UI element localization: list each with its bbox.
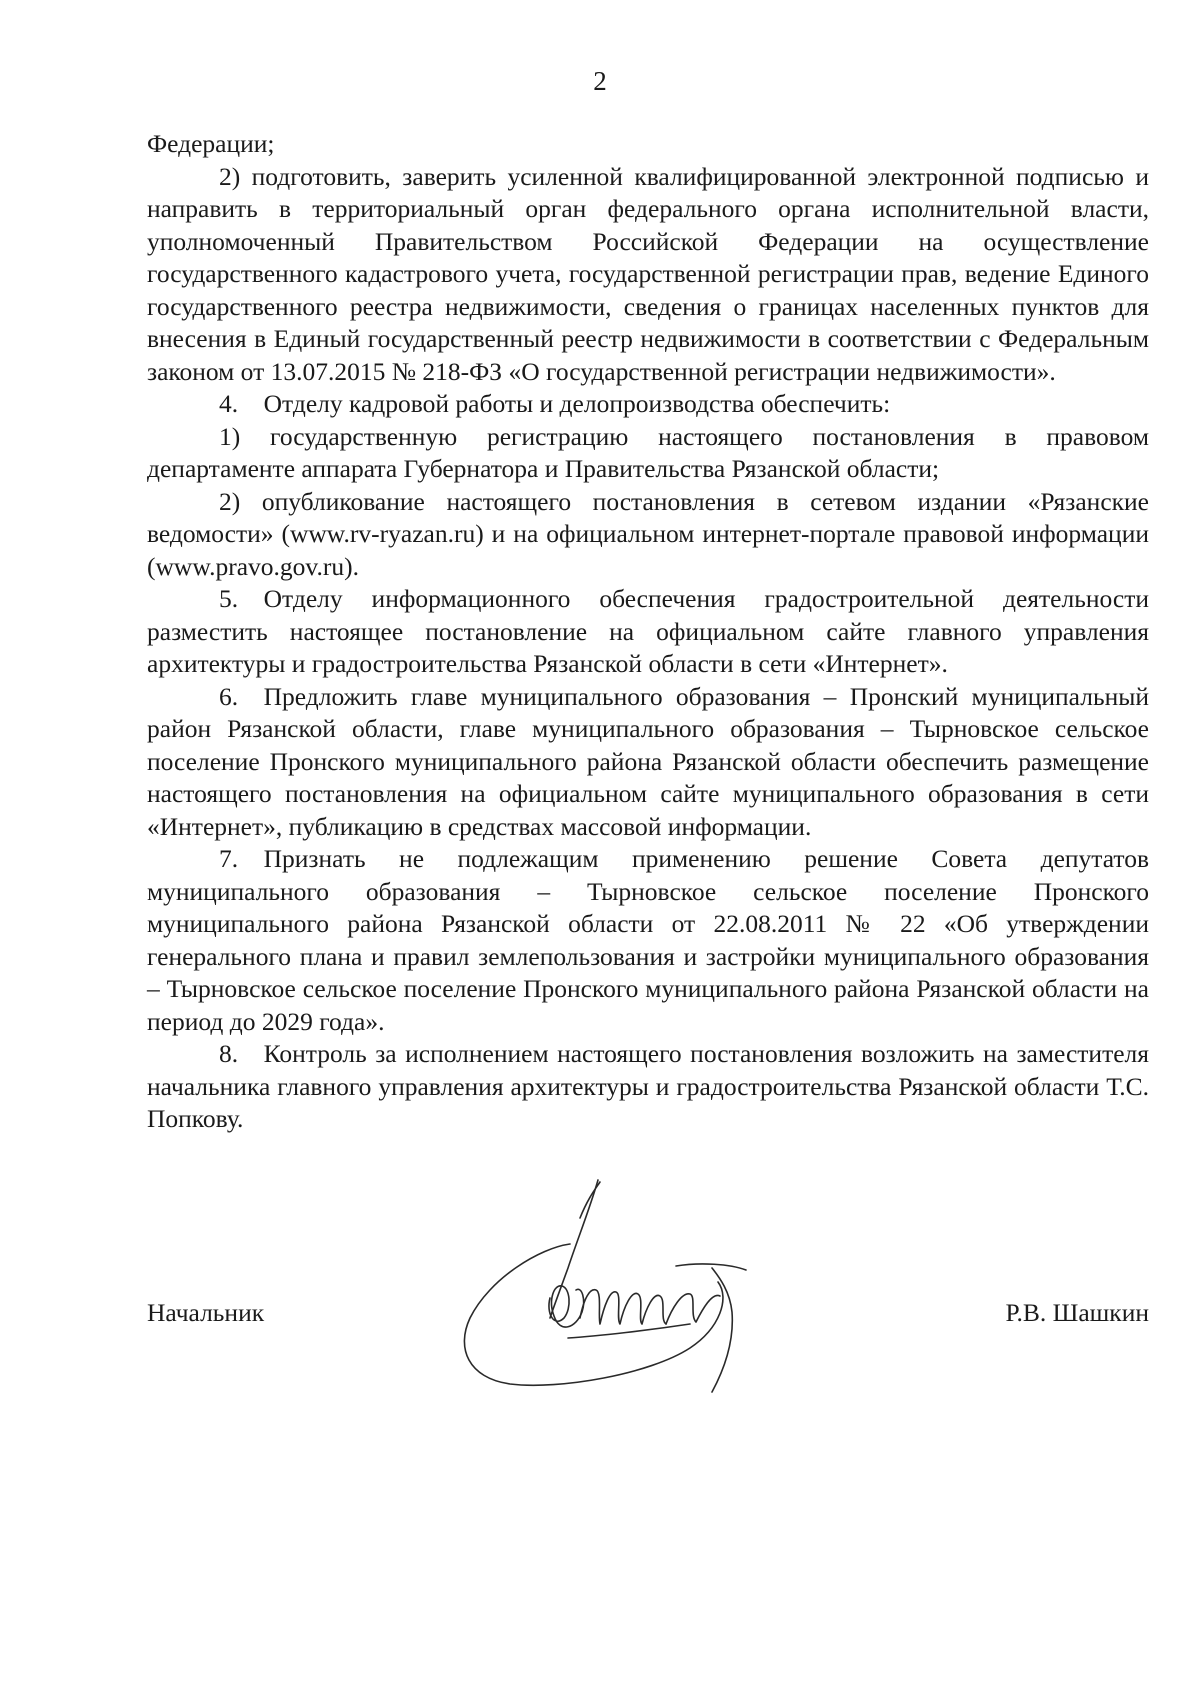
paragraph-1: 2) подготовить, заверить усиленной квалифицированной электронной подписью и направить в территориальный орган федерального органа исполнительной власти, уполномоченный Правительством Российской Федерации на осуществление государственного кадастрового учета, государственной регистрации прав, ведение Единого государственного реестра недвижимости, сведения о границах населенных пунктов для внесения в Единый государственный реестр недвижимости в соответствии с Федеральным законом от 13.07.2015 № 218-ФЗ «О государственной регистрации недвижимости». (147, 161, 1149, 386)
paragraph-3: 1) государственную регистрацию настоящего постановления в правовом департаменте аппарата Губернатора и Правительства Рязанской области; (147, 421, 1149, 483)
paragraph-4: 2) опубликование настоящего постановления в сетевом издании «Рязанские ведомости» (www.rv-ryazan.ru) и на официальном интернет-портале правовой информации (www.pravo.gov.ru). (147, 486, 1149, 581)
paragraph-6: 6. Предложить главе муниципального образования – Пронский муниципальный район Рязанской области, главе муниципального образования – Тырновское сельское поселение Пронского муниципального района Рязанской области обеспечить размещение настоящего постановления на официальном сайте муниципального образования в сети «Интернет», публикацию в средствах массовой информации. (147, 681, 1149, 841)
paragraph-8: 8. Контроль за исполнением настоящего постановления возложить на заместителя начальника главного управления архитектуры и градостроительства Рязанской области Т.С. Попкову. (147, 1039, 1149, 1133)
paragraph-0: Федерации; (147, 129, 275, 158)
signatory-name: Р.В. Шашкин (1005, 1298, 1149, 1327)
paragraph-7: 7. Признать не подлежащим применению решение Совета депутатов муниципального образования – Тырновское сельское поселение Пронского муниципального района Рязанской области от 22.08.2011 № 22 «Об утверждении генерального плана и правил землепользования и застройки муниципального образования – Тырновское сельское поселение Пронского муниципального района Рязанской области на период до 2029 года». (147, 844, 1149, 1036)
document-body (147, 128, 1149, 1136)
signatory-title: Начальник (147, 1298, 265, 1327)
handwritten-signature (450, 1178, 790, 1408)
page-number: 2 (593, 66, 607, 96)
paragraph-2: 4. Отделу кадровой работы и делопроизводства обеспечить: (219, 389, 891, 418)
paragraph-5: 5. Отделу информационного обеспечения градостроительной деятельности разместить настоящее постановление на официальном сайте главного управления архитектуры и градостроительства Рязанской области в сети «Интернет». (147, 584, 1149, 678)
